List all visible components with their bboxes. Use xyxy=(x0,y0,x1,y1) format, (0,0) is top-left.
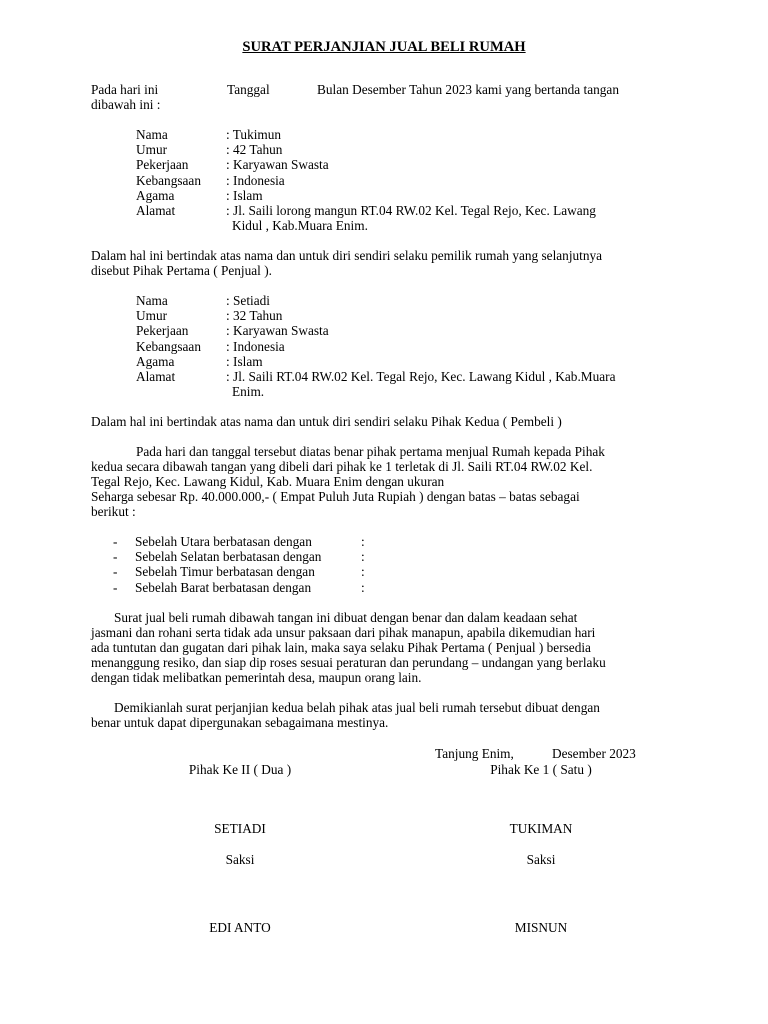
field-value: : Jl. Saili RT.04 RW.02 Kel. Tegal Rejo, Kec. Lawang Kidul , Kab.Muara xyxy=(226,369,616,385)
field-value: : Jl. Saili lorong mangun RT.04 RW.02 Kel. Tegal Rejo, Kec. Lawang xyxy=(226,203,596,219)
opening-line2: dibawah ini : xyxy=(91,97,161,112)
border-colon: : xyxy=(361,534,365,549)
right-party-role: Pihak Ke 1 ( Satu ) xyxy=(490,762,592,777)
party2-row xyxy=(136,369,692,384)
party2-row xyxy=(136,308,692,323)
party1-identity xyxy=(136,127,692,233)
para1-line: berikut : xyxy=(91,504,136,519)
left-witness-label: Saksi xyxy=(225,852,255,867)
field-label-spacer xyxy=(136,384,226,399)
field-value: : Islam xyxy=(226,187,263,203)
field-value: : Tukimun xyxy=(226,127,282,142)
field-value: : Indonesia xyxy=(226,338,285,354)
para2-line: Surat jual beli rumah dibawah tangan ini dibuat dengan benar dan dalam keadaan sehat xyxy=(114,610,578,625)
border-label: Sebelah Selatan berbatasan dengan xyxy=(135,549,322,565)
field-value: : 32 Tahun xyxy=(226,308,283,324)
field-label: Nama xyxy=(136,127,168,142)
para2-line: menanggung resiko, dan siap dip roses sesuai peraturan dan perundang – undangan yang berlaku xyxy=(91,655,606,670)
date: Desember 2023 xyxy=(552,746,636,761)
border-label: Sebelah Barat berbatasan dengan xyxy=(135,579,312,595)
bullet-dash: - xyxy=(113,564,118,580)
field-label: Umur xyxy=(136,308,168,324)
para3-line: Demikianlah surat perjanjian kedua belah pihak atas jual beli rumah tersebut dibuat dengan xyxy=(114,700,600,715)
party1-row xyxy=(136,157,692,172)
list-item xyxy=(113,549,365,564)
party1-row xyxy=(136,142,692,157)
field-value: : Islam xyxy=(226,353,263,369)
field-value: : Setiadi xyxy=(226,293,270,308)
party1-role-line2: disebut Pihak Pertama ( Penjual ). xyxy=(91,263,272,278)
field-label-spacer xyxy=(136,218,226,233)
opening-day: Pada hari ini xyxy=(91,82,159,97)
field-value: : Indonesia xyxy=(226,172,285,188)
field-value: : 42 Tahun xyxy=(226,142,283,158)
field-label: Agama xyxy=(136,187,175,203)
para2-line: jasmani dan rohani serta tidak ada unsur paksaan dari pihak manapun, apabila dikemudian hari xyxy=(91,625,596,640)
party1-row xyxy=(136,127,692,142)
field-label: Umur xyxy=(136,142,168,158)
field-label: Kebangsaan xyxy=(136,338,201,354)
party1-row xyxy=(136,188,692,203)
opening-date: Tanggal xyxy=(227,82,270,97)
para2-line: ada tuntutan dan gugatan dari pihak lain, maka saya selaku Pihak Pertama ( Penjual ) bersedia xyxy=(91,640,591,655)
party2-row xyxy=(136,339,692,354)
document-title: SURAT PERJANJIAN JUAL BELI RUMAH xyxy=(242,39,526,55)
party2-row xyxy=(136,323,692,338)
list-item xyxy=(113,580,365,595)
party1-row xyxy=(136,203,692,218)
border-list xyxy=(113,534,365,595)
border-label: Sebelah Utara berbatasan dengan xyxy=(135,534,312,549)
field-value-cont: Kidul , Kab.Muara Enim. xyxy=(232,218,368,234)
party2-row xyxy=(136,354,692,369)
opening-month-year: Bulan Desember Tahun 2023 kami yang bertanda tangan xyxy=(317,82,619,97)
para1-line: kedua secara dibawah tangan yang dibeli dari pihak ke 1 terletak di Jl. Saili RT.04 RW.02 Kel. xyxy=(91,459,593,474)
field-label: Agama xyxy=(136,353,175,369)
border-colon: : xyxy=(361,564,365,580)
party2-role: Dalam hal ini bertindak atas nama dan untuk diri sendiri selaku Pihak Kedua ( Pembeli ) xyxy=(91,414,562,429)
para2-line: dengan tidak melibatkan pemerintah desa, maupun orang lain. xyxy=(91,670,422,685)
left-party-name: SETIADI xyxy=(214,821,266,836)
field-label: Nama xyxy=(136,293,168,308)
para1-line: Pada hari dan tanggal tersebut diatas benar pihak pertama menjual Rumah kepada Pihak xyxy=(136,444,605,459)
bullet-dash: - xyxy=(113,534,118,549)
para1-line: Tegal Rejo, Kec. Lawang Kidul, Kab. Muara Enim dengan ukuran xyxy=(91,474,445,489)
right-party-name: TUKIMAN xyxy=(509,821,573,836)
party2-row xyxy=(136,293,692,308)
field-label: Alamat xyxy=(136,369,176,385)
field-label: Alamat xyxy=(136,203,176,219)
field-value: : Karyawan Swasta xyxy=(226,323,329,339)
bullet-dash: - xyxy=(113,579,118,595)
right-witness-label: Saksi xyxy=(526,852,556,867)
para1-line: Seharga sebesar Rp. 40.000.000,- ( Empat Puluh Juta Rupiah ) dengan batas – batas sebagai xyxy=(91,489,580,504)
field-label: Pekerjaan xyxy=(136,323,189,339)
field-value-cont: Enim. xyxy=(232,384,265,400)
place: Tanjung Enim, xyxy=(435,746,514,761)
border-colon: : xyxy=(361,549,365,565)
list-item xyxy=(113,534,365,549)
list-item xyxy=(113,564,365,579)
border-label: Sebelah Timur berbatasan dengan xyxy=(135,564,315,580)
field-value: : Karyawan Swasta xyxy=(226,157,329,173)
left-witness-name: EDI ANTO xyxy=(209,920,271,935)
bullet-dash: - xyxy=(113,549,118,565)
right-witness-name: MISNUN xyxy=(514,920,568,935)
party1-row xyxy=(136,218,692,233)
party2-identity xyxy=(136,293,692,399)
party1-role-line1: Dalam hal ini bertindak atas nama dan untuk diri sendiri selaku pemilik rumah yang selanjutnya xyxy=(91,248,603,263)
field-label: Pekerjaan xyxy=(136,157,189,173)
left-party-role: Pihak Ke II ( Dua ) xyxy=(188,762,292,777)
field-label: Kebangsaan xyxy=(136,172,201,188)
border-colon: : xyxy=(361,579,365,595)
party1-row xyxy=(136,173,692,188)
para3-line: benar untuk dapat dipergunakan sebagaimana mestinya. xyxy=(91,715,389,730)
party2-row xyxy=(136,384,692,399)
